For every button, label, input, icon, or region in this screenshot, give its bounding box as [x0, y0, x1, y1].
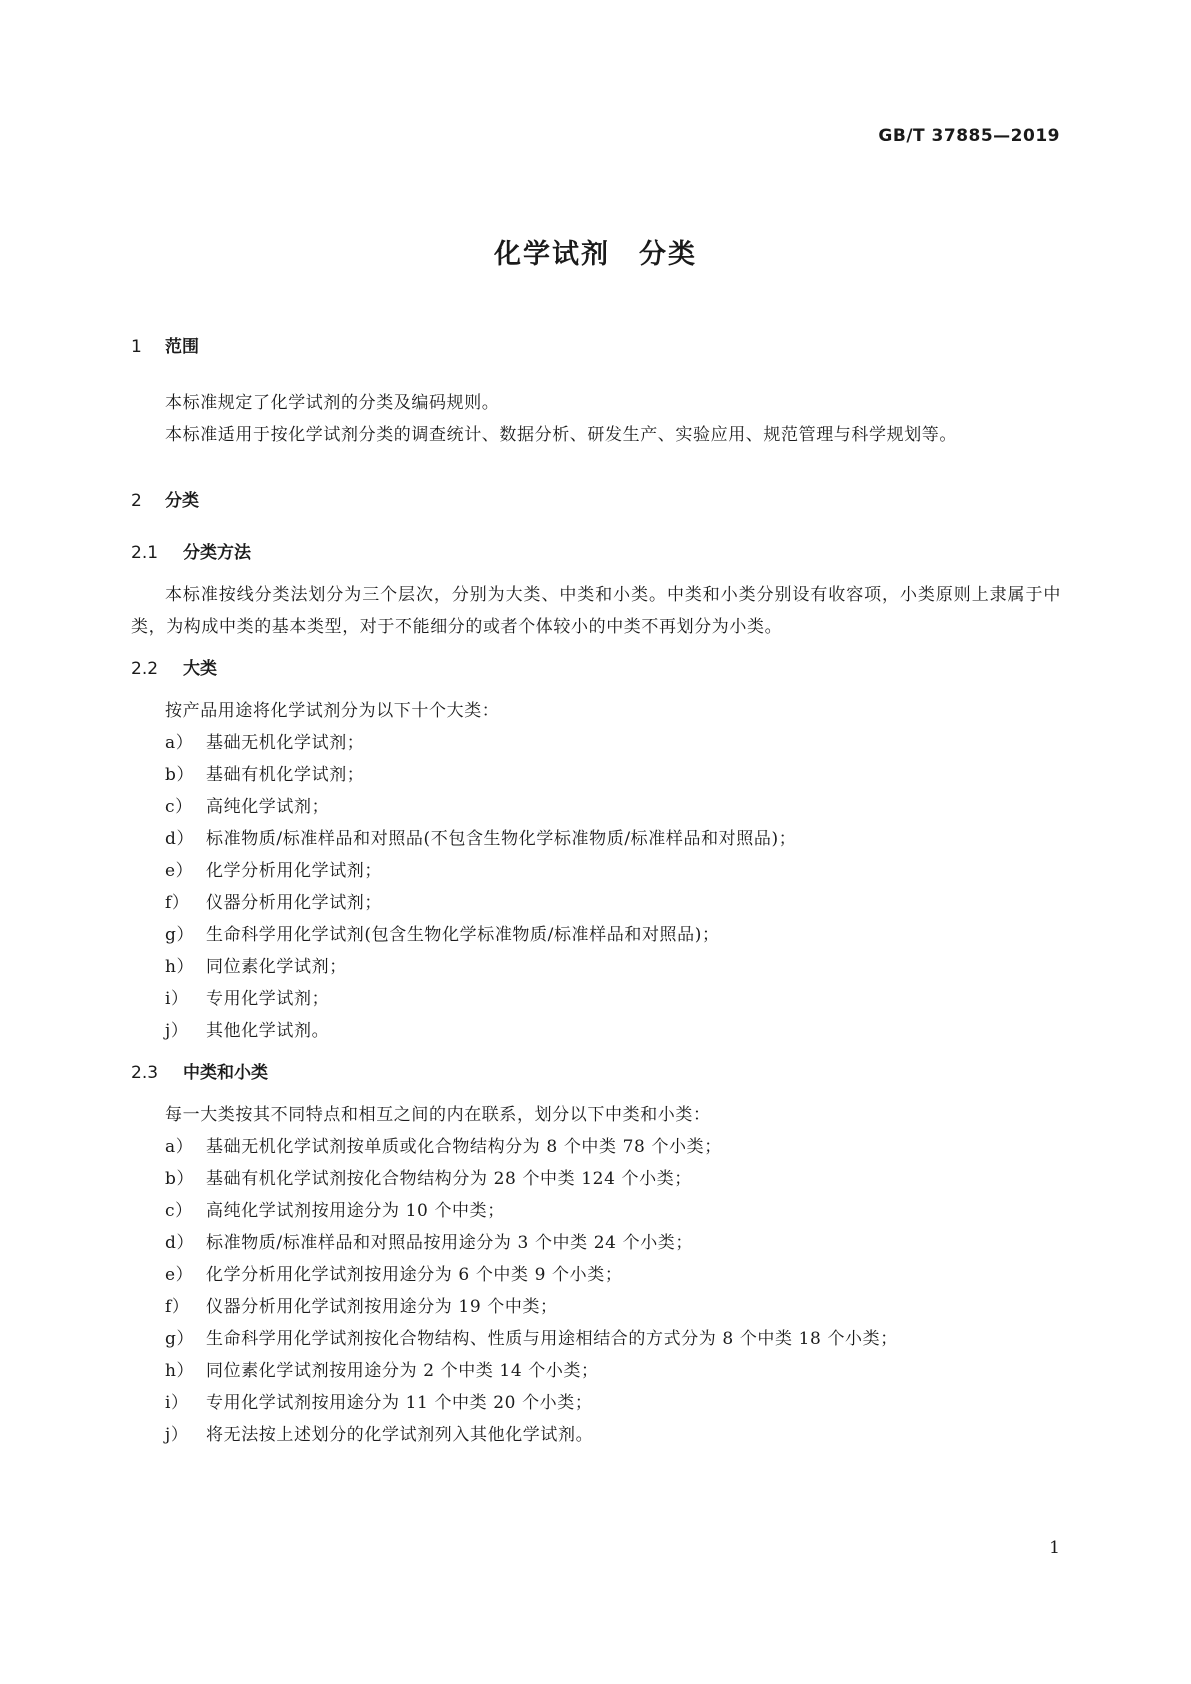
sub-category-list: [131, 1131, 1061, 1451]
list-text: 将无法按上述划分的化学试剂列入其他化学试剂。: [206, 1425, 594, 1445]
list-item: [131, 791, 1061, 823]
section-2-heading: [131, 489, 1061, 513]
list-text: 化学分析用化学试剂；: [206, 861, 382, 881]
list-marker: i）: [165, 1393, 189, 1413]
list-item: [131, 1131, 1061, 1163]
list-text: 标准物质/标准样品和对照品(不包含生物化学标准物质/标准样品和对照品)；: [206, 829, 797, 849]
list-item: [131, 1259, 1061, 1291]
list-marker: c）: [165, 797, 193, 817]
section-title: 范围: [165, 337, 199, 357]
list-text: 基础无机化学试剂按单质或化合物结构分为 8 个中类 78 个小类；: [206, 1137, 722, 1157]
section-number: 1: [131, 337, 142, 357]
list-item: [131, 1015, 1061, 1047]
list-marker: a）: [165, 1137, 194, 1157]
paragraph: 本标准规定了化学试剂的分类及编码规则。: [165, 393, 500, 413]
document-title: 化学试剂 分类: [494, 239, 697, 270]
list-item: [131, 919, 1061, 951]
list-item: [131, 1387, 1061, 1419]
list-text: 化学分析用化学试剂按用途分为 6 个中类 9 个小类；: [206, 1265, 623, 1285]
section-title: 中类和小类: [183, 1063, 268, 1083]
list-marker: h）: [165, 1361, 195, 1381]
list-marker: i）: [165, 989, 189, 1009]
list-text: 生命科学用化学试剂按化合物结构、性质与用途相结合的方式分为 8 个中类 18 个小类；: [206, 1329, 898, 1349]
list-marker: c）: [165, 1201, 193, 1221]
standard-code: GB/T 37885—2019: [878, 126, 1060, 146]
list-text: 基础有机化学试剂按化合物结构分为 28 个中类 124 个小类；: [206, 1169, 692, 1189]
section-title: 分类方法: [183, 543, 251, 563]
list-marker: e）: [165, 1265, 194, 1285]
paragraph: 本标准适用于按化学试剂分类的调查统计、数据分析、研发生产、实验应用、规范管理与科学规划等。: [165, 425, 957, 445]
list-marker: a）: [165, 733, 194, 753]
list-text: 其他化学试剂。: [206, 1021, 330, 1041]
list-marker: f）: [165, 1297, 190, 1317]
list-text: 专用化学试剂按用途分为 11 个中类 20 个小类；: [206, 1393, 593, 1413]
list-text: 高纯化学试剂；: [206, 797, 330, 817]
list-item: [131, 951, 1061, 983]
page-number: 1: [1049, 1538, 1060, 1558]
list-item: [131, 759, 1061, 791]
major-category-list: [131, 727, 1061, 1047]
list-item: [131, 855, 1061, 887]
section-title: 分类: [165, 491, 199, 511]
list-text: 同位素化学试剂；: [206, 957, 347, 977]
list-item: [131, 887, 1061, 919]
section-number: 2.3: [131, 1063, 159, 1083]
list-marker: j）: [165, 1021, 189, 1041]
list-item: [131, 1355, 1061, 1387]
list-marker: d）: [165, 829, 195, 849]
list-text: 基础有机化学试剂；: [206, 765, 365, 785]
list-text: 同位素化学试剂按用途分为 2 个中类 14 个小类；: [206, 1361, 599, 1381]
list-marker: e）: [165, 861, 194, 881]
list-item: [131, 1419, 1061, 1451]
section-2-2-heading: [131, 657, 1061, 681]
section-1-heading: [131, 335, 1061, 359]
list-item: [131, 1195, 1061, 1227]
list-marker: b）: [165, 1169, 195, 1189]
section-number: 2: [131, 491, 142, 511]
list-marker: f）: [165, 893, 190, 913]
list-marker: j）: [165, 1425, 189, 1445]
list-text: 生命科学用化学试剂(包含生物化学标准物质/标准样品和对照品)；: [206, 925, 720, 945]
section-number: 2.1: [131, 543, 159, 563]
list-item: [131, 1163, 1061, 1195]
list-marker: b）: [165, 765, 195, 785]
section-2-1-heading: [131, 541, 1061, 565]
list-text: 仪器分析用化学试剂按用途分为 19 个中类；: [206, 1297, 558, 1317]
list-item: [131, 983, 1061, 1015]
paragraph: 每一大类按其不同特点和相互之间的内在联系，划分以下中类和小类：: [165, 1105, 711, 1125]
list-item: [131, 727, 1061, 759]
section-title: 大类: [183, 659, 217, 679]
list-text: 专用化学试剂；: [206, 989, 330, 1009]
list-marker: g）: [165, 925, 195, 945]
paragraph: 本标准按线分类法划分为三个层次，分别为大类、中类和小类。中类和小类分别设有收容项，小类原则上隶属于中类，为构成中类的基本类型，对于不能细分的或者个体较小的中类不再划分为小类。: [131, 585, 1061, 637]
list-item: [131, 823, 1061, 855]
list-item: [131, 1227, 1061, 1259]
section-2-3-heading: [131, 1061, 1061, 1085]
list-text: 标准物质/标准样品和对照品按用途分为 3 个中类 24 个小类；: [206, 1233, 693, 1253]
list-text: 高纯化学试剂按用途分为 10 个中类；: [206, 1201, 505, 1221]
list-marker: h）: [165, 957, 195, 977]
list-marker: g）: [165, 1329, 195, 1349]
list-text: 基础无机化学试剂；: [206, 733, 365, 753]
section-number: 2.2: [131, 659, 159, 679]
list-text: 仪器分析用化学试剂；: [206, 893, 382, 913]
list-item: [131, 1291, 1061, 1323]
document-body: [131, 335, 1061, 1451]
list-marker: d）: [165, 1233, 195, 1253]
list-item: [131, 1323, 1061, 1355]
paragraph: 按产品用途将化学试剂分为以下十个大类：: [165, 701, 500, 721]
